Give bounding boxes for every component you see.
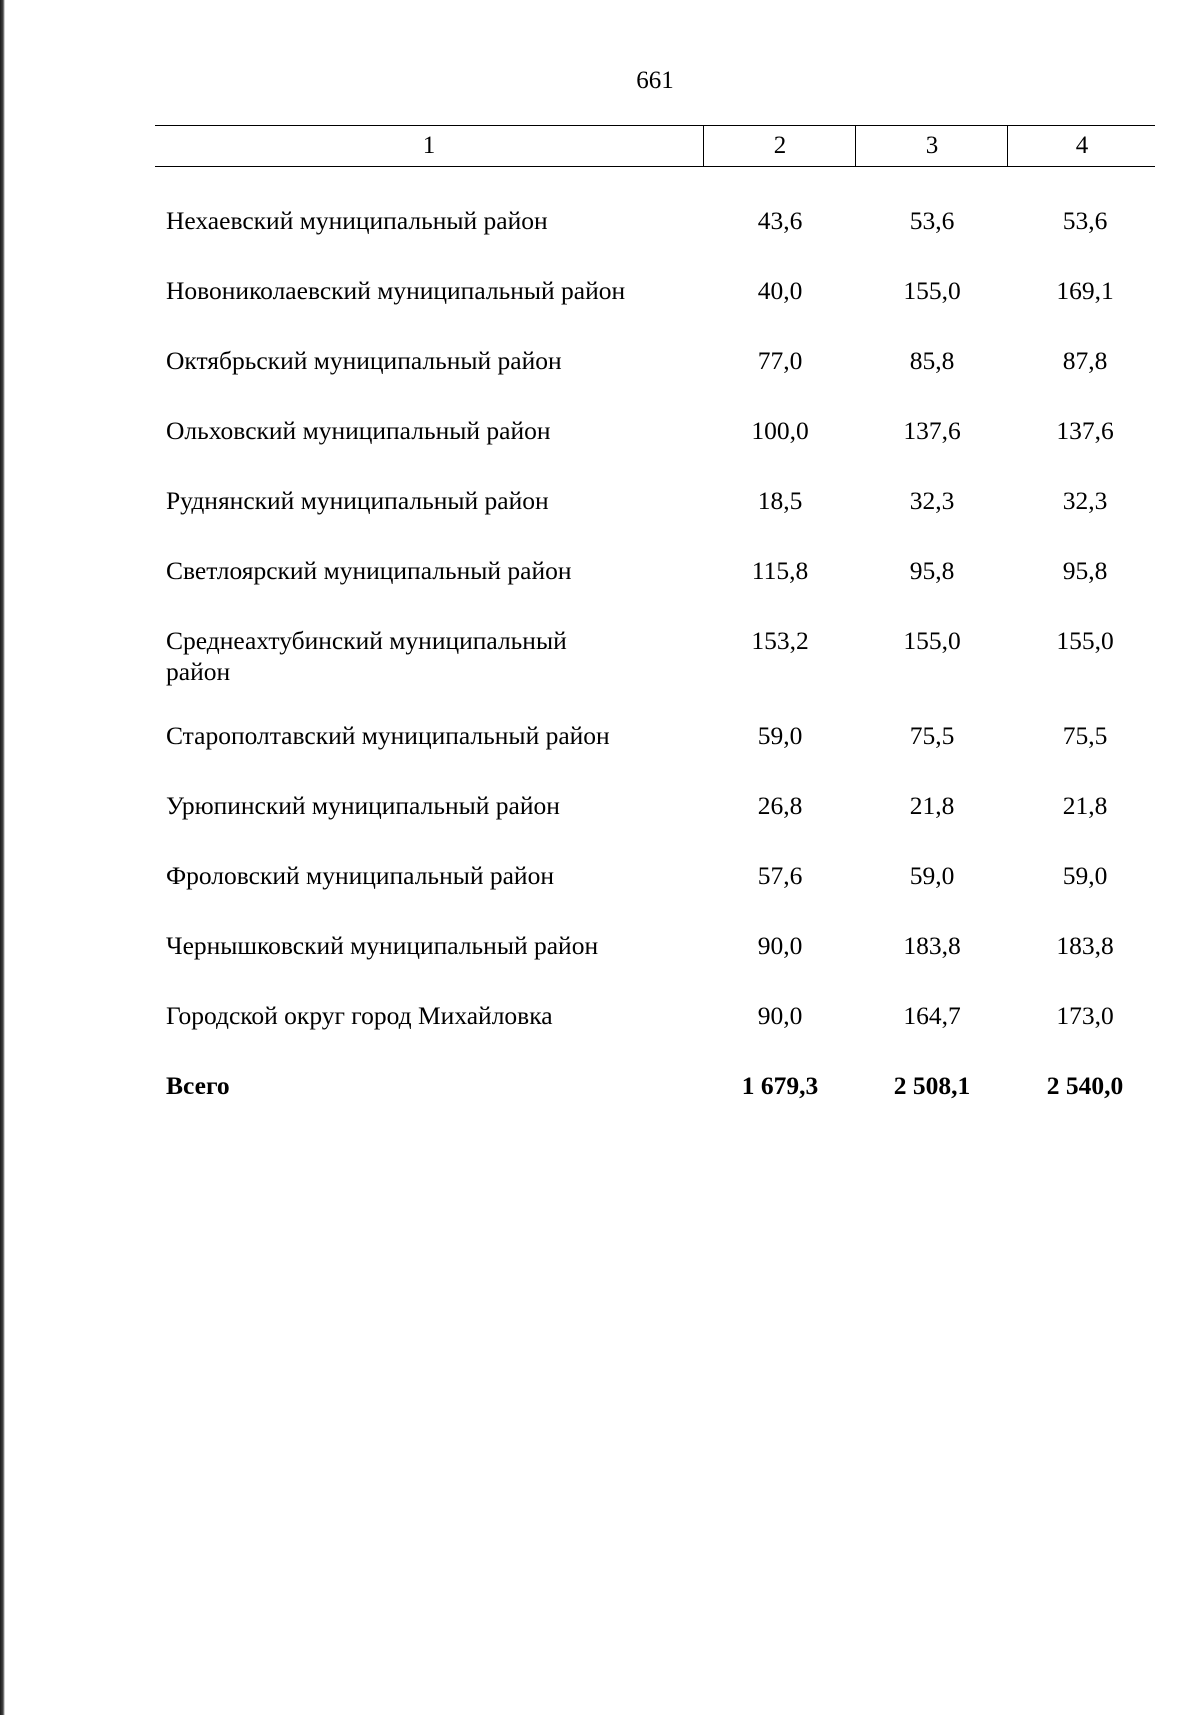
row-value-col3: 21,8 [909, 791, 955, 820]
total-label: Всего [166, 1071, 230, 1100]
row-value-col3: 75,5 [909, 721, 955, 750]
row-name: Нехаевский муниципальный район [166, 206, 548, 235]
row-value-col2: 90,0 [757, 931, 803, 960]
row-value-col2: 43,6 [757, 206, 803, 235]
row-value-col4: 169,1 [1056, 276, 1114, 305]
row-value-col3: 164,7 [903, 1001, 961, 1030]
row-name: Урюпинский муниципальный район [166, 791, 560, 820]
row-value-col2: 40,0 [757, 276, 803, 305]
row-value-col2: 115,8 [751, 556, 809, 585]
total-value-col4: 2 540,0 [1046, 1071, 1124, 1100]
header-cell-3: 3 [857, 126, 1008, 166]
row-name: Среднеахтубинский муниципальный район [166, 626, 567, 686]
row-value-col3: 59,0 [909, 861, 955, 890]
row-name: Новониколаевский муниципальный район [166, 276, 626, 305]
page-number: 661 [636, 67, 674, 94]
table-header-row [155, 125, 1155, 167]
row-value-col4: 173,0 [1056, 1001, 1114, 1030]
row-value-col3: 155,0 [903, 276, 961, 305]
row-value-col2: 18,5 [757, 486, 803, 515]
row-value-col2: 77,0 [757, 346, 803, 375]
row-value-col3: 183,8 [903, 931, 961, 960]
row-value-col4: 87,8 [1062, 346, 1108, 375]
row-name: Руднянский муниципальный район [166, 486, 549, 515]
row-value-col3: 53,6 [909, 206, 955, 235]
row-name: Октябрьский муниципальный район [166, 346, 562, 375]
row-name: Светлоярский муниципальный район [166, 556, 572, 585]
row-value-col2: 153,2 [751, 626, 809, 655]
row-value-col3: 155,0 [903, 626, 961, 655]
row-name: Ольховский муниципальный район [166, 416, 551, 445]
row-name: Старополтавский муниципальный район [166, 721, 610, 750]
row-value-col4: 155,0 [1056, 626, 1114, 655]
header-cell-4: 4 [1075, 132, 1089, 159]
row-value-col4: 32,3 [1062, 486, 1108, 515]
row-value-col2: 100,0 [751, 416, 809, 445]
header-cell-1: 1 [155, 126, 704, 166]
total-value-col2: 1 679,3 [741, 1071, 819, 1100]
header-cell-2: 2 [705, 126, 856, 166]
row-name: Чернышковский муниципальный район [166, 931, 599, 960]
row-value-col3: 85,8 [909, 346, 955, 375]
row-value-col3: 137,6 [903, 416, 961, 445]
row-value-col4: 183,8 [1056, 931, 1114, 960]
row-value-col2: 59,0 [757, 721, 803, 750]
row-value-col4: 21,8 [1062, 791, 1108, 820]
row-value-col2: 57,6 [757, 861, 803, 890]
row-value-col4: 95,8 [1062, 556, 1108, 585]
row-name: Фроловский муниципальный район [166, 861, 554, 890]
row-value-col4: 59,0 [1062, 861, 1108, 890]
row-value-col4: 53,6 [1062, 206, 1108, 235]
row-name: Городской округ город Михайловка [166, 1001, 553, 1030]
row-value-col3: 95,8 [909, 556, 955, 585]
data-table [155, 125, 1155, 1100]
row-value-col3: 32,3 [909, 486, 955, 515]
row-value-col2: 90,0 [757, 1001, 803, 1030]
row-value-col4: 137,6 [1056, 416, 1114, 445]
scan-edge [0, 0, 5, 1715]
row-value-col2: 26,8 [757, 791, 803, 820]
row-value-col4: 75,5 [1062, 721, 1108, 750]
total-value-col3: 2 508,1 [893, 1071, 971, 1100]
